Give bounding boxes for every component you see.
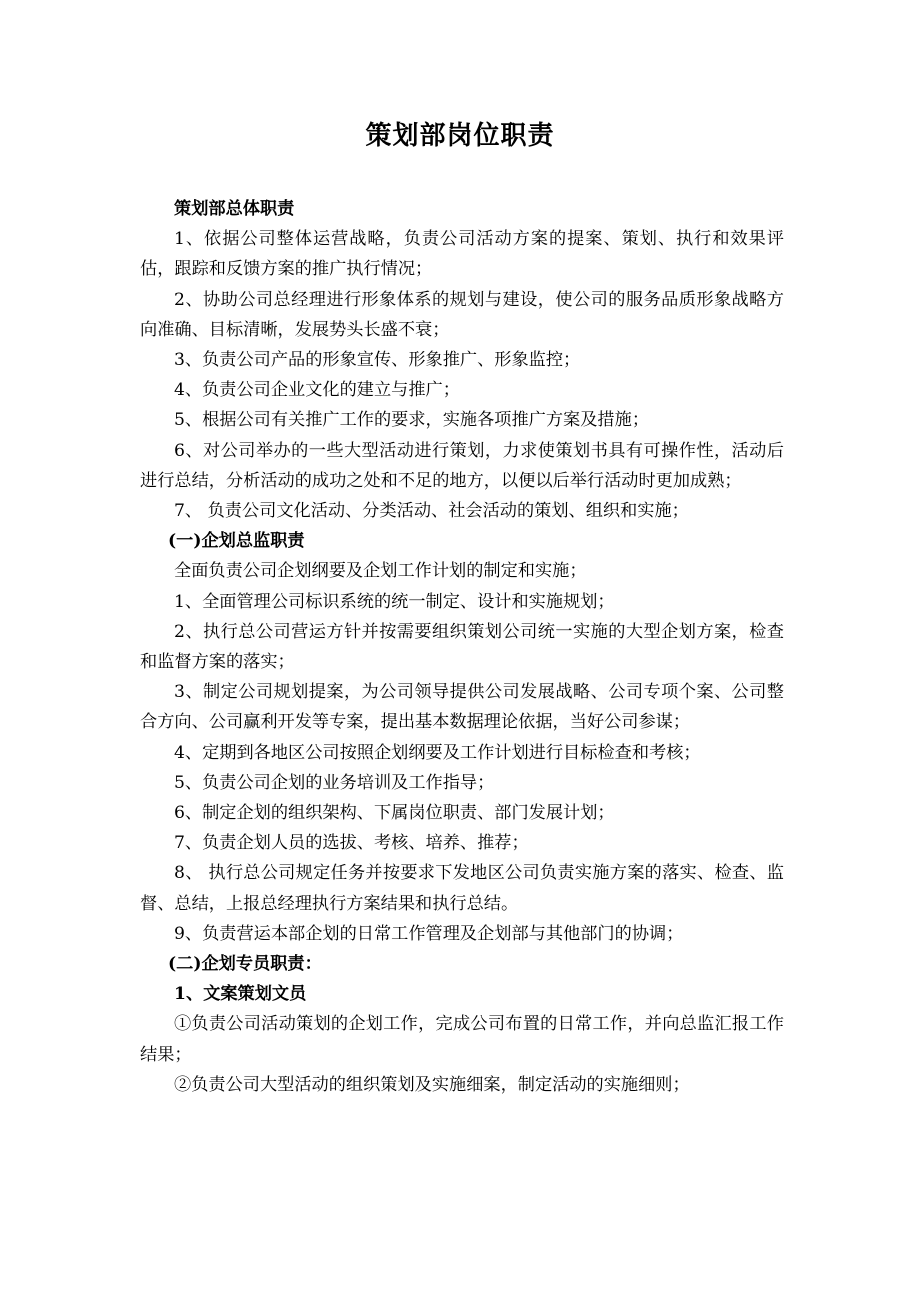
paragraph: 6、对公司举办的一些大型活动进行策划，力求使策划书具有可操作性，活动后进行总结，分析活动的成功之处和不足的地方，以便以后举行活动时更加成熟； bbox=[140, 440, 784, 491]
section-heading: (二)企划专员职责： bbox=[168, 954, 322, 975]
paragraph: 3、制定公司规划提案，为公司领导提供公司发展战略、公司专项个案、公司整合方向、公司赢利开发等专案，提出基本数据理论依据，当好公司参谋； bbox=[140, 682, 784, 733]
section-heading: 策划部总体职责 bbox=[174, 199, 295, 219]
document-title: 策划部岗位职责 bbox=[365, 121, 555, 151]
paragraph: 8、 执行总公司规定任务并按要求下发地区公司负责实施方案的落实、检查、监督、总结，上报总经理执行方案结果和执行总结。 bbox=[140, 863, 784, 914]
paragraph: 2、协助公司总经理进行形象体系的规划与建设，使公司的服务品质形象战略方向准确、目标清晰，发展势头长盛不衰； bbox=[140, 289, 784, 340]
paragraph: 4、定期到各地区公司按照企划纲要及工作计划进行目标检查和考核； bbox=[174, 742, 701, 763]
paragraph: 1、依据公司整体运营战略，负责公司活动方案的提案、策划、执行和效果评估，跟踪和反馈方案的推广执行情况； bbox=[140, 229, 784, 280]
paragraph: 2、执行总公司营运方针并按需要组织策划公司统一实施的大型企划方案，检查和监督方案的落实； bbox=[140, 621, 784, 673]
paragraph: 4、负责公司企业文化的建立与推广； bbox=[174, 380, 460, 401]
paragraph: 1、全面管理公司标识系统的统一制定、设计和实施规划； bbox=[174, 591, 615, 612]
subsection-heading: 1、文案策划文员 bbox=[174, 984, 307, 1005]
document-body bbox=[140, 194, 784, 1100]
paragraph: 7、 负责公司文化活动、分类活动、社会活动的策划、组织和实施； bbox=[174, 501, 689, 522]
paragraph: 5、根据公司有关推广工作的要求，实施各项推广方案及措施； bbox=[174, 410, 650, 431]
paragraph: 6、制定企划的组织架构、下属岗位职责、部门发展计划； bbox=[174, 803, 615, 824]
paragraph: 7、负责企划人员的选拔、考核、培养、推荐； bbox=[174, 833, 529, 854]
paragraph: 9、负责营运本部企划的日常工作管理及企划部与其他部门的协调； bbox=[174, 923, 684, 944]
paragraph: ①负责公司活动策划的企划工作，完成公司布置的日常工作，并向总监汇报工作结果； bbox=[140, 1014, 784, 1065]
paragraph: ②负责公司大型活动的组织策划及实施细案，制定活动的实施细则； bbox=[174, 1074, 690, 1095]
paragraph: 全面负责公司企划纲要及企划工作计划的制定和实施； bbox=[174, 561, 587, 582]
paragraph: 5、负责公司企划的业务培训及工作指导； bbox=[174, 772, 495, 793]
paragraph: 3、负责公司产品的形象宣传、形象推广、形象监控； bbox=[174, 350, 581, 371]
section-heading: (一)企划总监职责 bbox=[168, 531, 305, 552]
